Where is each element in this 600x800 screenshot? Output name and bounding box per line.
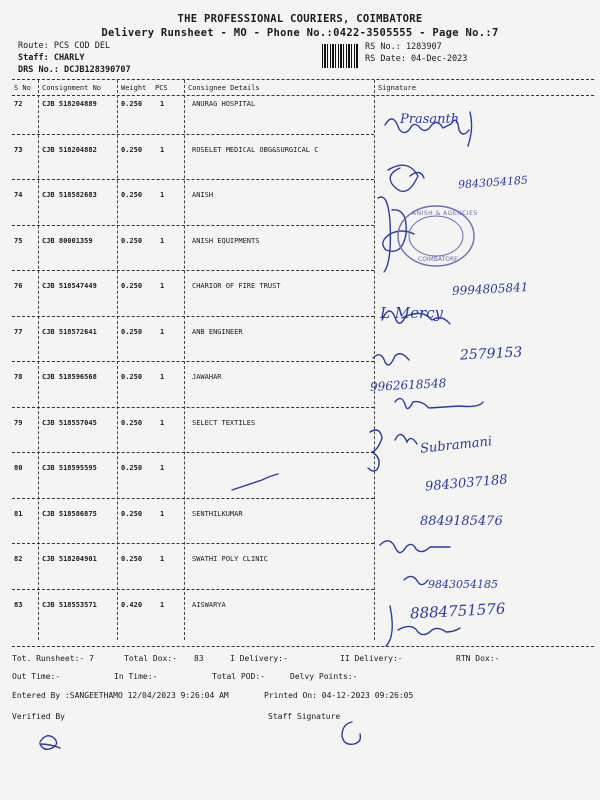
cell-weight: 0.250 [121,555,143,563]
tot-runsheet: Tot. Runsheet:- 7 [12,654,94,663]
cell-consignee: ANISH [192,191,214,199]
cell-consignee: JAWAHAR [192,373,222,381]
cell-sno: 82 [14,555,23,563]
staff-signature-mark [342,722,360,744]
total-dox-label: Total Dox:- [124,654,177,663]
handwritten-number: 2579153 [459,344,523,364]
cell-cons: CJB 518586875 [42,509,97,518]
cell-pcs: 1 [160,191,165,199]
cell-pcs: 1 [160,418,165,427]
rtn-dox-label: RTN Dox:- [456,654,500,663]
cell-weight: 0.250 [121,373,143,381]
col-header-sno: S No [14,84,31,92]
stamp-text-bottom: COIMBATORE [418,256,458,263]
handwritten-name: Prasanth [400,112,460,127]
cell-pcs: 1 [160,509,165,518]
cell-consignee: SENTHILKUMAR [192,509,243,518]
cell-consignee: ANURAG HOSPITAL [192,100,256,108]
cell-sno: 83 [14,600,23,609]
signature-scribble [395,398,483,408]
cell-cons: CJB 518553571 [42,600,97,609]
cell-weight: 0.250 [121,509,143,518]
cell-pcs: 1 [160,600,165,609]
company-title: THE PROFESSIONAL COURIERS, COIMBATORE [177,13,423,25]
total-dox-value: 83 [194,654,204,663]
staff-label: Staff: CHARLY [18,53,85,63]
cell-cons: CJB 518595595 [42,464,97,472]
handwritten-phone: 8884751576 [409,599,506,623]
runsheet-subtitle: Delivery Runsheet - MO - Phone No.:0422-3505555 - Page No.:7 [101,27,499,39]
cell-weight: 0.250 [121,145,143,154]
cell-sno: 75 [14,236,23,245]
cell-pcs: 1 [160,373,165,381]
col-header-consignment: Consignment No [42,84,102,92]
signature-scribble [388,165,424,191]
in-time-label: In Time:- [114,672,158,681]
cell-weight: 0.250 [121,282,143,290]
handwritten-phone: 9843054185 [457,173,529,192]
cell-weight: 0.250 [121,464,143,472]
signature-stroke [232,474,278,490]
cell-sno: 74 [14,191,23,199]
cell-pcs: 1 [160,464,165,472]
cell-consignee: AISWARYA [192,600,226,609]
out-time-label: Out Time:- [12,672,61,681]
drs-label: DRS No.: DCJB128390707 [18,65,131,75]
i-delivery-label: I Delivery:- [230,654,288,663]
handwritten-phone: 8849185476 [420,514,503,529]
handwritten-name: L Mercy [380,304,444,322]
footer-rule [12,646,594,647]
cell-pcs: 1 [160,145,165,154]
verifier-signature [40,736,60,750]
handwritten-phone: 9843054185 [428,578,498,591]
signature-scribble [404,576,428,584]
handwritten-phone: 9962618548 [369,376,447,394]
cell-consignee: CHARIOR OF FIRE TRUST [192,282,281,290]
cell-weight: 0.420 [121,600,143,609]
cell-pcs: 1 [160,327,165,336]
signature-scribble [373,354,409,365]
cell-sno: 73 [14,145,23,154]
handwritten-phone: 9843037188 [424,472,509,495]
cell-cons: CJB 518204882 [42,145,97,154]
cell-cons: CJB 518582683 [42,191,97,199]
handwritten-phone: 9994805841 [451,280,529,298]
route-label: Route: PCS COD DEL [18,41,111,51]
cell-weight: 0.250 [121,418,143,427]
cell-sno: 77 [14,327,23,336]
stamp-text-top: ANISH & AGENCIES [412,210,478,217]
cell-pcs: 1 [160,555,165,563]
signature-scribble [380,541,450,553]
cell-weight: 0.250 [121,327,143,336]
cell-consignee: ANB ENGINEER [192,327,243,336]
col-header-consignee: Consignee Details [188,84,260,92]
cell-consignee: SWATHI POLY CLINIC [192,555,268,563]
total-pod-label: Total POD:- [212,672,265,681]
cell-weight: 0.250 [121,100,143,108]
cell-weight: 0.250 [121,236,143,245]
col-header-pcs: PCS [155,84,168,92]
entered-by: Entered By :SANGEETHAMO 12/04/2023 9:26:04 AM [12,691,229,700]
signature-stroke [468,112,472,146]
cell-sno: 78 [14,373,23,381]
cell-pcs: 1 [160,100,165,108]
cell-consignee: ANISH EQUIPMENTS [192,236,260,245]
cell-cons: CJB 518596568 [42,373,97,381]
cell-sno: 72 [14,100,23,108]
cell-cons: CJB 518557045 [42,418,97,427]
cell-cons: CJB 80001359 [42,236,93,245]
cell-consignee: SELECT TEXTILES [192,418,256,427]
rs-date: RS Date: 04-Dec-2023 [365,54,468,64]
cell-pcs: 1 [160,236,165,245]
cell-sno: 76 [14,282,23,290]
cell-cons: CJB 518547449 [42,282,97,290]
cell-sno: 79 [14,418,23,427]
printed-on: Printed On: 04-12-2023 09:26:05 [264,691,414,700]
cell-cons: CJB 518572641 [42,327,97,336]
col-header-signature: Signature [378,84,416,92]
rs-number: RS No.: 1283907 [365,42,442,52]
signature-scribble [368,430,417,471]
col-header-weight: Weight [121,84,147,92]
cell-weight: 0.250 [121,191,143,199]
cell-pcs: 1 [160,282,165,290]
staff-signature-label: Staff Signature [268,712,341,721]
cell-sno: 80 [14,464,23,472]
cell-cons: CJB 518204889 [42,100,97,108]
ii-delivery-label: II Delivery:- [340,654,403,663]
cell-cons: CJB 518204901 [42,555,97,563]
handwritten-name: Subramani [419,434,493,457]
delvy-points-label: Delvy Points:- [290,672,358,681]
cell-consignee: ROSELET MEDICAL OBG&SURGICAL C [192,145,319,154]
verified-by-label: Verified By [12,712,65,721]
cell-sno: 81 [14,509,23,518]
